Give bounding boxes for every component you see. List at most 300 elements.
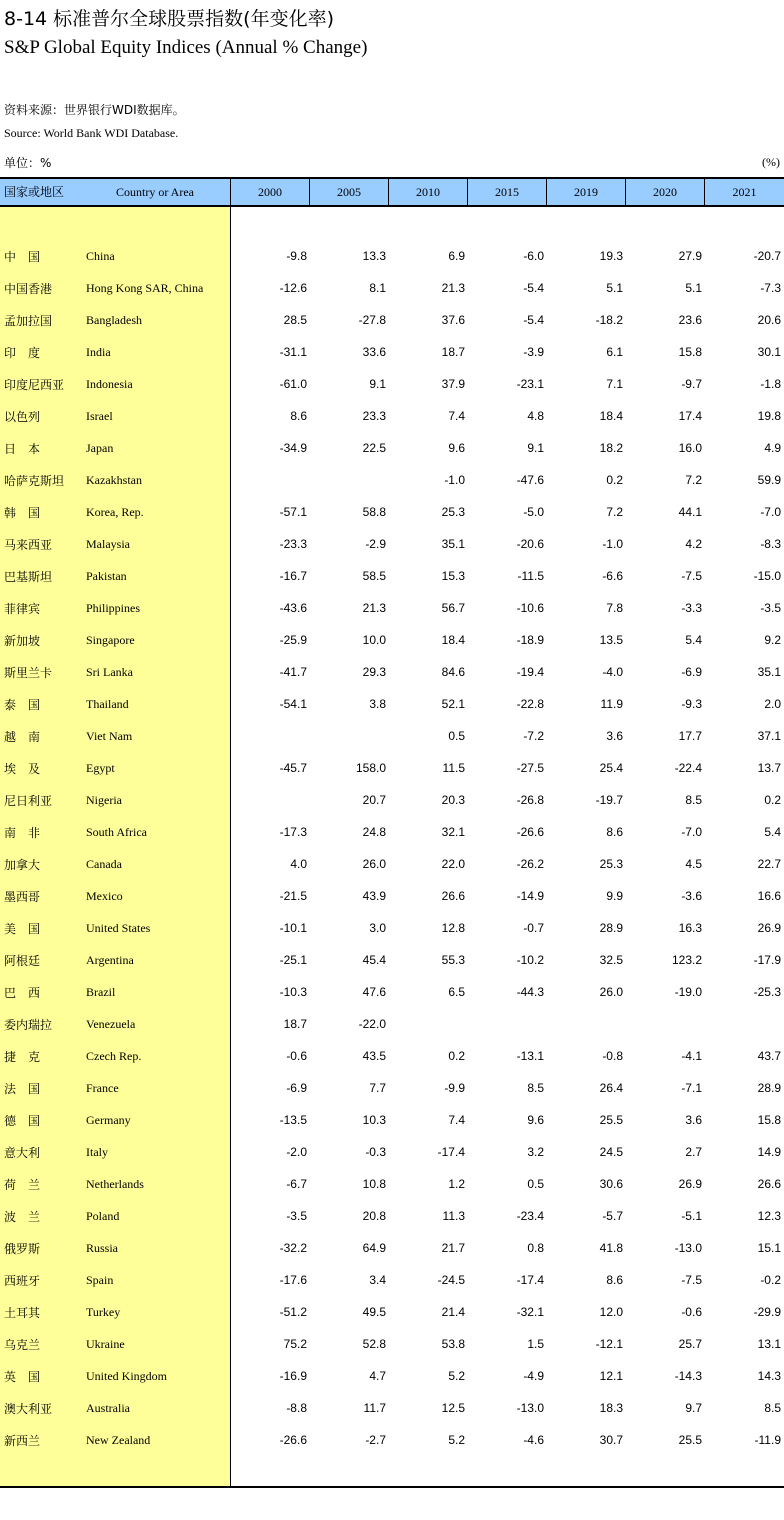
value-cell-2005: 58.5: [362, 569, 386, 583]
source-note-chinese: 资料来源：世界银行WDI数据库。: [4, 103, 185, 117]
value-cell-2021: -25.3: [753, 985, 781, 999]
value-cell-2000: -10.1: [279, 921, 307, 935]
country-name-english: Argentina: [86, 953, 134, 967]
value-cell-2015: 3.2: [527, 1145, 544, 1159]
value-cell-2000: -10.3: [279, 985, 307, 999]
value-cell-2005: 20.8: [362, 1209, 386, 1223]
header-year: 2020: [653, 185, 677, 199]
header-year: 2021: [732, 185, 757, 199]
value-cell-2019: 32.5: [599, 953, 623, 967]
header-country-chinese: 国家或地区: [4, 185, 65, 199]
value-cell-2021: 2.0: [764, 697, 781, 711]
value-cell-2020: -3.6: [681, 889, 702, 903]
value-cell-2010: 6.5: [448, 985, 465, 999]
table-title-chinese: 8-14 标准普尔全球股票指数(年变化率): [4, 8, 334, 30]
value-cell-2010: 25.3: [441, 505, 465, 519]
value-cell-2015: 0.5: [527, 1177, 544, 1191]
value-cell-2000: -31.1: [279, 345, 307, 359]
table-row: [0, 399, 784, 431]
value-cell-2005: 49.5: [362, 1305, 386, 1319]
table-row: [0, 879, 784, 911]
table-row: [0, 655, 784, 687]
value-cell-2021: 26.6: [757, 1177, 781, 1191]
value-cell-2005: 7.7: [369, 1081, 386, 1095]
value-cell-2020: -5.1: [681, 1209, 702, 1223]
value-cell-2020: -3.3: [681, 601, 702, 615]
value-cell-2021: -29.9: [753, 1305, 781, 1319]
table-row: [0, 1167, 784, 1199]
value-cell-2020: 4.2: [685, 537, 702, 551]
value-cell-2019: 28.9: [599, 921, 623, 935]
value-cell-2015: -3.9: [523, 345, 544, 359]
value-cell-2010: 84.6: [441, 665, 465, 679]
value-cell-2000: -3.5: [286, 1209, 307, 1223]
table-body: [0, 239, 784, 1455]
value-cell-2019: 13.5: [599, 633, 623, 647]
value-cell-2015: -10.6: [516, 601, 544, 615]
table-header-row: [0, 179, 784, 207]
value-cell-2021: 22.7: [757, 857, 781, 871]
country-name-chinese: 日 本: [4, 442, 41, 456]
value-cell-2005: 26.0: [362, 857, 386, 871]
value-cell-2019: 18.3: [599, 1401, 623, 1415]
country-name-english: Hong Kong SAR, China: [86, 281, 204, 295]
table-row: [0, 495, 784, 527]
value-cell-2021: -3.5: [760, 601, 781, 615]
value-cell-2021: 30.1: [757, 345, 781, 359]
value-cell-2005: 43.9: [362, 889, 386, 903]
country-name-chinese: 越 南: [4, 730, 41, 744]
value-cell-2000: -13.5: [279, 1113, 307, 1127]
table-row: [0, 687, 784, 719]
country-name-english: Viet Nam: [86, 729, 133, 743]
value-cell-2000: -34.9: [279, 441, 307, 455]
value-cell-2000: -16.7: [279, 569, 307, 583]
table-row: [0, 1391, 784, 1423]
value-cell-2015: -26.8: [516, 793, 544, 807]
value-cell-2019: 7.2: [606, 505, 623, 519]
value-cell-2000: -17.6: [279, 1273, 307, 1287]
country-name-english: Germany: [86, 1113, 131, 1127]
value-cell-2015: 9.6: [527, 1113, 544, 1127]
header-year: 2000: [258, 185, 282, 199]
value-cell-2000: -8.8: [286, 1401, 307, 1415]
value-cell-2015: 9.1: [527, 441, 544, 455]
country-name-chinese: 澳大利亚: [4, 1402, 53, 1416]
value-cell-2019: -5.7: [602, 1209, 623, 1223]
value-cell-2000: -45.7: [279, 761, 307, 775]
country-name-chinese: 德 国: [4, 1114, 41, 1128]
value-cell-2020: -4.1: [681, 1049, 702, 1063]
value-cell-2005: 9.1: [369, 377, 386, 391]
value-cell-2021: -1.8: [760, 377, 781, 391]
value-cell-2000: -43.6: [279, 601, 307, 615]
value-cell-2015: -5.4: [523, 281, 544, 295]
value-cell-2000: -17.3: [279, 825, 307, 839]
value-cell-2015: -5.4: [523, 313, 544, 327]
value-cell-2015: 8.5: [527, 1081, 544, 1095]
value-cell-2005: 3.8: [369, 697, 386, 711]
country-name-chinese: 新加坡: [4, 634, 41, 648]
value-cell-2000: -0.6: [286, 1049, 307, 1063]
country-name-english: Malaysia: [86, 537, 130, 551]
value-cell-2010: 55.3: [441, 953, 465, 967]
value-cell-2015: -4.9: [523, 1369, 544, 1383]
value-cell-2020: 27.9: [678, 249, 702, 263]
value-cell-2021: 9.2: [764, 633, 781, 647]
value-cell-2010: 12.5: [441, 1401, 465, 1415]
value-cell-2005: 10.0: [362, 633, 386, 647]
country-name-chinese: 斯里兰卡: [4, 666, 53, 680]
value-cell-2015: -26.2: [516, 857, 544, 871]
value-cell-2010: 9.6: [448, 441, 465, 455]
table-title-english: S&P Global Equity Indices (Annual % Change): [4, 37, 368, 58]
country-name-english: Sri Lanka: [86, 665, 133, 679]
value-cell-2019: 7.8: [606, 601, 623, 615]
table-row: [0, 1359, 784, 1391]
value-cell-2010: 32.1: [441, 825, 465, 839]
value-cell-2000: -6.7: [286, 1177, 307, 1191]
table-row: [0, 559, 784, 591]
value-cell-2005: 45.4: [362, 953, 386, 967]
country-name-chinese: 中 国: [4, 250, 41, 264]
value-cell-2020: -9.7: [681, 377, 702, 391]
value-cell-2019: -1.0: [602, 537, 623, 551]
table-row: [0, 1423, 784, 1455]
value-cell-2010: -24.5: [437, 1273, 465, 1287]
value-cell-2020: 15.8: [678, 345, 702, 359]
value-cell-2010: 21.7: [441, 1241, 465, 1255]
value-cell-2010: 15.3: [441, 569, 465, 583]
value-cell-2021: 14.9: [757, 1145, 781, 1159]
value-cell-2005: 10.3: [362, 1113, 386, 1127]
value-cell-2020: -7.0: [681, 825, 702, 839]
country-name-english: France: [86, 1081, 119, 1095]
country-name-english: India: [86, 345, 111, 359]
value-cell-2015: -26.6: [516, 825, 544, 839]
value-cell-2020: -13.0: [674, 1241, 702, 1255]
table-row: [0, 623, 784, 655]
unit-label: 单位：%: [4, 156, 52, 170]
country-name-chinese: 菲律宾: [4, 602, 41, 616]
value-cell-2000: -61.0: [279, 377, 307, 391]
country-name-english: Philippines: [86, 601, 141, 615]
value-cell-2019: -19.7: [595, 793, 623, 807]
table-row: [0, 815, 784, 847]
value-cell-2021: 37.1: [757, 729, 781, 743]
value-cell-2021: 8.5: [764, 1401, 781, 1415]
table-row: [0, 911, 784, 943]
country-name-chinese: 英 国: [4, 1370, 41, 1384]
country-name-chinese: 波 兰: [4, 1210, 41, 1224]
value-cell-2020: -7.5: [681, 1273, 702, 1287]
value-cell-2015: -10.2: [516, 953, 544, 967]
value-cell-2005: 21.3: [362, 601, 386, 615]
value-cell-2019: 3.6: [606, 729, 623, 743]
table-row: [0, 1199, 784, 1231]
table-row: [0, 1039, 784, 1071]
country-name-chinese: 美 国: [4, 922, 41, 936]
value-cell-2020: 25.5: [678, 1433, 702, 1447]
country-name-chinese: 乌克兰: [4, 1338, 41, 1352]
country-name-chinese: 尼日利亚: [4, 794, 53, 808]
country-name-english: Singapore: [86, 633, 135, 647]
value-cell-2015: -6.0: [523, 249, 544, 263]
value-cell-2005: 22.5: [362, 441, 386, 455]
value-cell-2010: 21.3: [441, 281, 465, 295]
value-cell-2021: 0.2: [764, 793, 781, 807]
unit-label-right: (%): [762, 155, 780, 169]
value-cell-2005: 8.1: [369, 281, 386, 295]
value-cell-2021: 15.1: [757, 1241, 781, 1255]
country-name-english: Nigeria: [86, 793, 122, 807]
value-cell-2019: -18.2: [595, 313, 623, 327]
country-name-english: Thailand: [86, 697, 129, 711]
country-name-english: Netherlands: [86, 1177, 144, 1191]
value-cell-2000: -26.6: [279, 1433, 307, 1447]
country-name-chinese: 印度尼西亚: [4, 378, 65, 392]
value-cell-2010: 53.8: [441, 1337, 465, 1351]
value-cell-2005: 3.4: [369, 1273, 386, 1287]
value-cell-2021: 20.6: [757, 313, 781, 327]
table-row: [0, 591, 784, 623]
value-cell-2019: 9.9: [606, 889, 623, 903]
value-cell-2000: -25.9: [279, 633, 307, 647]
value-cell-2010: 18.4: [441, 633, 465, 647]
country-name-chinese: 墨西哥: [4, 890, 41, 904]
value-cell-2020: 25.7: [678, 1337, 702, 1351]
table-row: [0, 751, 784, 783]
table-row: [0, 1231, 784, 1263]
value-cell-2020: -19.0: [674, 985, 702, 999]
equity-index-table: [0, 177, 784, 1488]
value-cell-2019: 30.6: [599, 1177, 623, 1191]
table-row: [0, 847, 784, 879]
table-bottom-rule: [0, 1486, 784, 1488]
value-cell-2010: 7.4: [448, 1113, 465, 1127]
value-cell-2015: -23.1: [516, 377, 544, 391]
value-cell-2005: 52.8: [362, 1337, 386, 1351]
value-cell-2005: -27.8: [358, 313, 386, 327]
value-cell-2005: -2.9: [365, 537, 386, 551]
country-name-chinese: 西班牙: [4, 1274, 41, 1288]
value-cell-2010: 22.0: [441, 857, 465, 871]
header-year: 2019: [574, 185, 598, 199]
value-cell-2010: 56.7: [441, 601, 465, 615]
value-cell-2010: 5.2: [448, 1369, 465, 1383]
value-cell-2021: 43.7: [757, 1049, 781, 1063]
table-row: [0, 943, 784, 975]
value-cell-2019: 18.4: [599, 409, 623, 423]
value-cell-2020: 4.5: [685, 857, 702, 871]
country-name-chinese: 泰 国: [4, 698, 41, 712]
country-name-chinese: 土耳其: [4, 1306, 41, 1320]
country-name-english: Czech Rep.: [86, 1049, 142, 1063]
value-cell-2015: -5.0: [523, 505, 544, 519]
value-cell-2005: 23.3: [362, 409, 386, 423]
value-cell-2020: -7.5: [681, 569, 702, 583]
country-name-english: China: [86, 249, 115, 263]
value-cell-2021: 4.9: [764, 441, 781, 455]
value-cell-2019: 19.3: [599, 249, 623, 263]
value-cell-2019: 41.8: [599, 1241, 623, 1255]
country-name-english: Bangladesh: [86, 313, 142, 327]
table-row: [0, 527, 784, 559]
table-row: [0, 975, 784, 1007]
value-cell-2019: 18.2: [599, 441, 623, 455]
value-cell-2010: -17.4: [437, 1145, 465, 1159]
value-cell-2005: 3.0: [369, 921, 386, 935]
value-cell-2015: -32.1: [516, 1305, 544, 1319]
country-name-english: Spain: [86, 1273, 114, 1287]
value-cell-2015: -47.6: [516, 473, 544, 487]
value-cell-2010: 21.4: [441, 1305, 465, 1319]
value-cell-2019: 26.0: [599, 985, 623, 999]
table-row: [0, 1135, 784, 1167]
value-cell-2005: 20.7: [362, 793, 386, 807]
value-cell-2020: 2.7: [685, 1145, 702, 1159]
country-name-chinese: 法 国: [4, 1082, 41, 1096]
value-cell-2010: 18.7: [441, 345, 465, 359]
country-name-chinese: 印 度: [4, 346, 41, 360]
value-cell-2015: -14.9: [516, 889, 544, 903]
value-cell-2021: 28.9: [757, 1081, 781, 1095]
value-cell-2021: 19.8: [757, 409, 781, 423]
value-cell-2020: 16.3: [678, 921, 702, 935]
value-cell-2000: -51.2: [279, 1305, 307, 1319]
value-cell-2019: 11.9: [600, 697, 623, 711]
value-cell-2020: 17.7: [678, 729, 702, 743]
value-cell-2021: 13.1: [757, 1337, 781, 1351]
value-cell-2019: 8.6: [606, 1273, 623, 1287]
header-year: 2010: [416, 185, 440, 199]
value-cell-2010: -9.9: [444, 1081, 465, 1095]
value-cell-2019: 12.1: [599, 1369, 623, 1383]
value-cell-2020: 5.1: [685, 281, 702, 295]
value-cell-2005: 24.8: [362, 825, 386, 839]
value-cell-2005: 43.5: [362, 1049, 386, 1063]
value-cell-2010: 6.9: [448, 249, 465, 263]
value-cell-2020: 7.2: [685, 473, 702, 487]
value-cell-2015: -17.4: [516, 1273, 544, 1287]
source-note-english: Source: World Bank WDI Database.: [4, 126, 179, 140]
country-name-chinese: 中国香港: [4, 282, 53, 296]
value-cell-2015: -7.2: [523, 729, 544, 743]
header-year: 2015: [495, 185, 519, 199]
value-cell-2015: -13.1: [516, 1049, 544, 1063]
value-cell-2019: -6.6: [602, 569, 623, 583]
value-cell-2019: 7.1: [606, 377, 623, 391]
value-cell-2020: 16.0: [678, 441, 702, 455]
value-cell-2005: -22.0: [358, 1017, 386, 1031]
country-name-chinese: 韩 国: [4, 506, 41, 520]
value-cell-2000: -21.5: [279, 889, 307, 903]
value-cell-2000: 18.7: [283, 1017, 307, 1031]
value-cell-2000: -6.9: [286, 1081, 307, 1095]
value-cell-2000: -12.6: [279, 281, 307, 295]
header-country-english: Country or Area: [116, 185, 194, 199]
value-cell-2020: 5.4: [685, 633, 702, 647]
value-cell-2019: 6.1: [606, 345, 623, 359]
value-cell-2021: -8.3: [760, 537, 781, 551]
value-cell-2005: 47.6: [362, 985, 386, 999]
country-name-chinese: 加拿大: [4, 858, 41, 872]
value-cell-2021: 16.6: [757, 889, 781, 903]
value-cell-2000: 28.5: [283, 313, 307, 327]
value-cell-2000: 75.2: [283, 1337, 307, 1351]
country-name-english: New Zealand: [86, 1433, 151, 1447]
country-name-english: Mexico: [86, 889, 123, 903]
value-cell-2010: 7.4: [448, 409, 465, 423]
table-row: [0, 271, 784, 303]
value-cell-2010: 0.5: [448, 729, 465, 743]
table-row: [0, 1007, 784, 1039]
table-row: [0, 1327, 784, 1359]
value-cell-2020: -0.6: [681, 1305, 702, 1319]
value-cell-2000: -16.9: [279, 1369, 307, 1383]
value-cell-2000: 4.0: [290, 857, 307, 871]
value-cell-2021: -7.3: [760, 281, 781, 295]
country-name-chinese: 以色列: [4, 410, 41, 424]
value-cell-2019: -12.1: [595, 1337, 623, 1351]
table-row: [0, 1103, 784, 1135]
value-cell-2000: -57.1: [279, 505, 307, 519]
value-cell-2019: 25.4: [599, 761, 623, 775]
table-row: [0, 367, 784, 399]
value-cell-2010: 1.2: [448, 1177, 465, 1191]
country-name-english: Israel: [86, 409, 113, 423]
table-row: [0, 303, 784, 335]
value-cell-2021: 12.3: [757, 1209, 781, 1223]
value-cell-2005: 58.8: [362, 505, 386, 519]
value-cell-2020: 123.2: [671, 953, 702, 967]
value-cell-2019: 5.1: [606, 281, 623, 295]
value-cell-2015: 0.8: [527, 1241, 544, 1255]
value-cell-2021: 14.3: [757, 1369, 781, 1383]
value-cell-2021: 59.9: [757, 473, 781, 487]
value-cell-2019: 30.7: [599, 1433, 623, 1447]
value-cell-2020: -9.3: [681, 697, 702, 711]
table-row: [0, 1071, 784, 1103]
value-cell-2000: -2.0: [286, 1145, 307, 1159]
country-name-chinese: 委内瑞拉: [4, 1018, 53, 1032]
value-cell-2015: -22.8: [516, 697, 544, 711]
table-row: [0, 1263, 784, 1295]
value-cell-2019: 8.6: [606, 825, 623, 839]
country-name-english: United Kingdom: [86, 1369, 167, 1383]
value-cell-2015: -27.5: [516, 761, 544, 775]
value-cell-2000: -9.8: [286, 249, 307, 263]
table-row: [0, 1295, 784, 1327]
value-cell-2019: 25.3: [599, 857, 623, 871]
table-row: [0, 719, 784, 751]
value-cell-2005: 10.8: [362, 1177, 386, 1191]
country-name-english: Egypt: [86, 761, 115, 775]
value-cell-2010: 11.3: [442, 1209, 465, 1223]
country-name-chinese: 俄罗斯: [4, 1242, 41, 1256]
country-name-english: Pakistan: [86, 569, 127, 583]
country-name-chinese: 阿根廷: [4, 954, 41, 968]
country-name-chinese: 埃 及: [4, 762, 41, 776]
value-cell-2005: -2.7: [365, 1433, 386, 1447]
country-name-english: Kazakhstan: [86, 473, 142, 487]
value-cell-2019: -0.8: [602, 1049, 623, 1063]
value-cell-2019: 26.4: [599, 1081, 623, 1095]
value-cell-2021: 26.9: [757, 921, 781, 935]
country-name-english: Venezuela: [86, 1017, 136, 1031]
value-cell-2005: 33.6: [362, 345, 386, 359]
value-cell-2010: 0.2: [448, 1049, 465, 1063]
